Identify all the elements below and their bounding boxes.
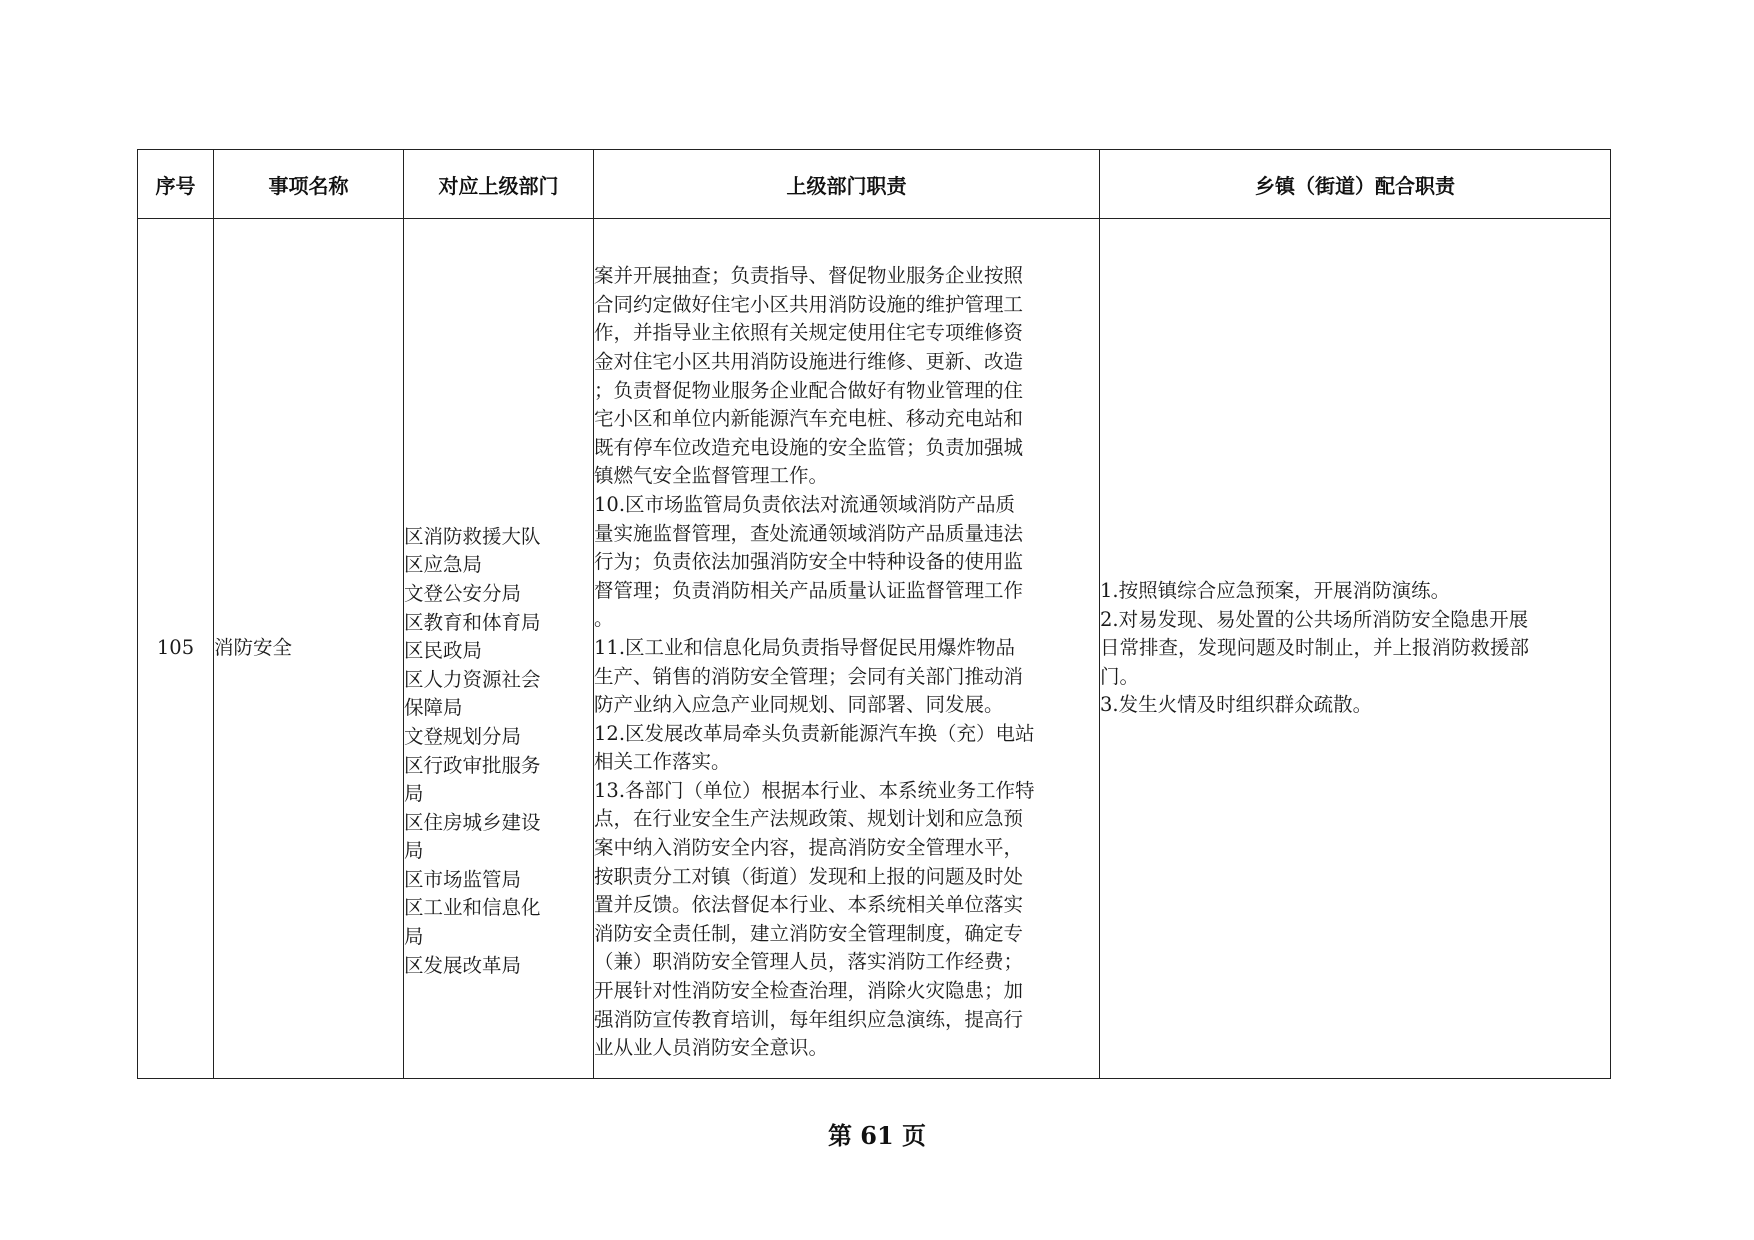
page-number: 第 61 页	[827, 1121, 927, 1150]
header-town-coop-duty: 乡镇（街道）配合职责	[1100, 150, 1611, 219]
duty-line: 置并反馈。依法督促本行业、本系统相关单位落实	[594, 893, 1024, 917]
dept-line: 文登规划分局	[404, 724, 522, 748]
duty-line: 消防安全责任制，建立消防安全管理制度，确定专	[594, 921, 1024, 945]
duty-line: 宅小区和单位内新能源汽车充电桩、移动充电站和	[594, 407, 1024, 431]
duty-line: 作，并指导业主依照有关规定使用住宅专项维修资	[594, 321, 1024, 345]
duty-line: 按职责分工对镇（街道）发现和上报的问题及时处	[594, 864, 1024, 888]
header-superior-dept: 对应上级部门	[404, 150, 594, 219]
duty-table	[137, 149, 1611, 1079]
cell-superior-duty	[594, 219, 1100, 1079]
duty-line: 11.区工业和信息化局负责指导督促民用爆炸物品	[594, 635, 1016, 659]
duty-line: 督管理；负责消防相关产品质量认证监督管理工作	[594, 578, 1024, 602]
duty-line: 强消防宣传教育培训，每年组织应急演练，提高行	[594, 1007, 1024, 1031]
coop-line: 日常排查，发现问题及时制止，并上报消防救援部	[1100, 636, 1530, 660]
duty-line: 业从业人员消防安全意识。	[594, 1036, 829, 1060]
duty-line: （兼）职消防安全管理人员，落实消防工作经费；	[594, 950, 1024, 974]
dept-line: 区市场监管局	[404, 867, 522, 891]
dept-line: 区应急局	[404, 553, 483, 577]
duty-line: 量实施监督管理，查处流通领域消防产品质量违法	[594, 521, 1024, 545]
table-row	[138, 219, 1611, 1079]
dept-line: 局	[404, 839, 424, 863]
header-seq: 序号	[138, 150, 214, 219]
duty-line: 。	[594, 607, 614, 631]
dept-line: 区住房城乡建设	[404, 810, 541, 834]
duty-line: 行为；负责依法加强消防安全中特种设备的使用监	[594, 550, 1024, 574]
duty-line: 既有停车位改造充电设施的安全监管；负责加强城	[594, 435, 1024, 459]
coop-line: 1.按照镇综合应急预案，开展消防演练。	[1100, 579, 1451, 603]
dept-line: 局	[404, 782, 424, 806]
duty-line: ；负责督促物业服务企业配合做好有物业管理的住	[594, 378, 1024, 402]
cell-town-coop-duty	[1100, 219, 1611, 1079]
duty-text	[594, 234, 1099, 1063]
duty-line: 合同约定做好住宅小区共用消防设施的维护管理工	[594, 292, 1024, 316]
coop-line: 门。	[1100, 664, 1140, 688]
dept-line: 区人力资源社会	[404, 667, 541, 691]
duty-line: 10.区市场监管局负责依法对流通领域消防产品质	[594, 492, 1016, 516]
duty-line: 13.各部门（单位）根据本行业、本系统业务工作特	[594, 778, 1035, 802]
dept-line: 区发展改革局	[404, 953, 522, 977]
dept-line: 区行政审批服务	[404, 753, 541, 777]
duty-line: 开展针对性消防安全检查治理，消除火灾隐患；加	[594, 979, 1024, 1003]
header-item-name: 事项名称	[214, 150, 404, 219]
coop-line: 3.发生火情及时组织群众疏散。	[1100, 693, 1373, 717]
dept-line: 区消防救援大队	[404, 524, 541, 548]
cell-seq: 105	[138, 219, 214, 1079]
table-header-row	[138, 150, 1611, 219]
duty-line: 防产业纳入应急产业同规划、同部署、同发展。	[594, 693, 1004, 717]
duty-line: 镇燃气安全监督管理工作。	[594, 464, 829, 488]
dept-line: 局	[404, 925, 424, 949]
duty-line: 生产、销售的消防安全管理；会同有关部门推动消	[594, 664, 1024, 688]
dept-line: 文登公安分局	[404, 581, 522, 605]
dept-line: 区教育和体育局	[404, 610, 541, 634]
cell-superior-dept	[404, 219, 594, 1079]
duty-line: 相关工作落实。	[594, 750, 731, 774]
duty-line: 案并开展抽查；负责指导、督促物业服务企业按照	[594, 264, 1024, 288]
coop-line: 2.对易发现、易处置的公共场所消防安全隐患开展	[1100, 607, 1529, 631]
dept-line: 区工业和信息化	[404, 896, 541, 920]
header-superior-duty: 上级部门职责	[594, 150, 1100, 219]
duty-line: 12.区发展改革局牵头负责新能源汽车换（充）电站	[594, 721, 1035, 745]
duty-line: 案中纳入消防安全内容，提高消防安全管理水平，	[594, 836, 1024, 860]
dept-line: 区民政局	[404, 639, 483, 663]
duty-line: 点，在行业安全生产法规政策、规划计划和应急预	[594, 807, 1024, 831]
cell-item-name: 消防安全	[214, 219, 404, 1079]
dept-line: 保障局	[404, 696, 463, 720]
coop-text	[1100, 577, 1610, 720]
duty-line: 金对住宅小区共用消防设施进行维修、更新、改造	[594, 349, 1024, 373]
dept-list	[404, 317, 593, 981]
